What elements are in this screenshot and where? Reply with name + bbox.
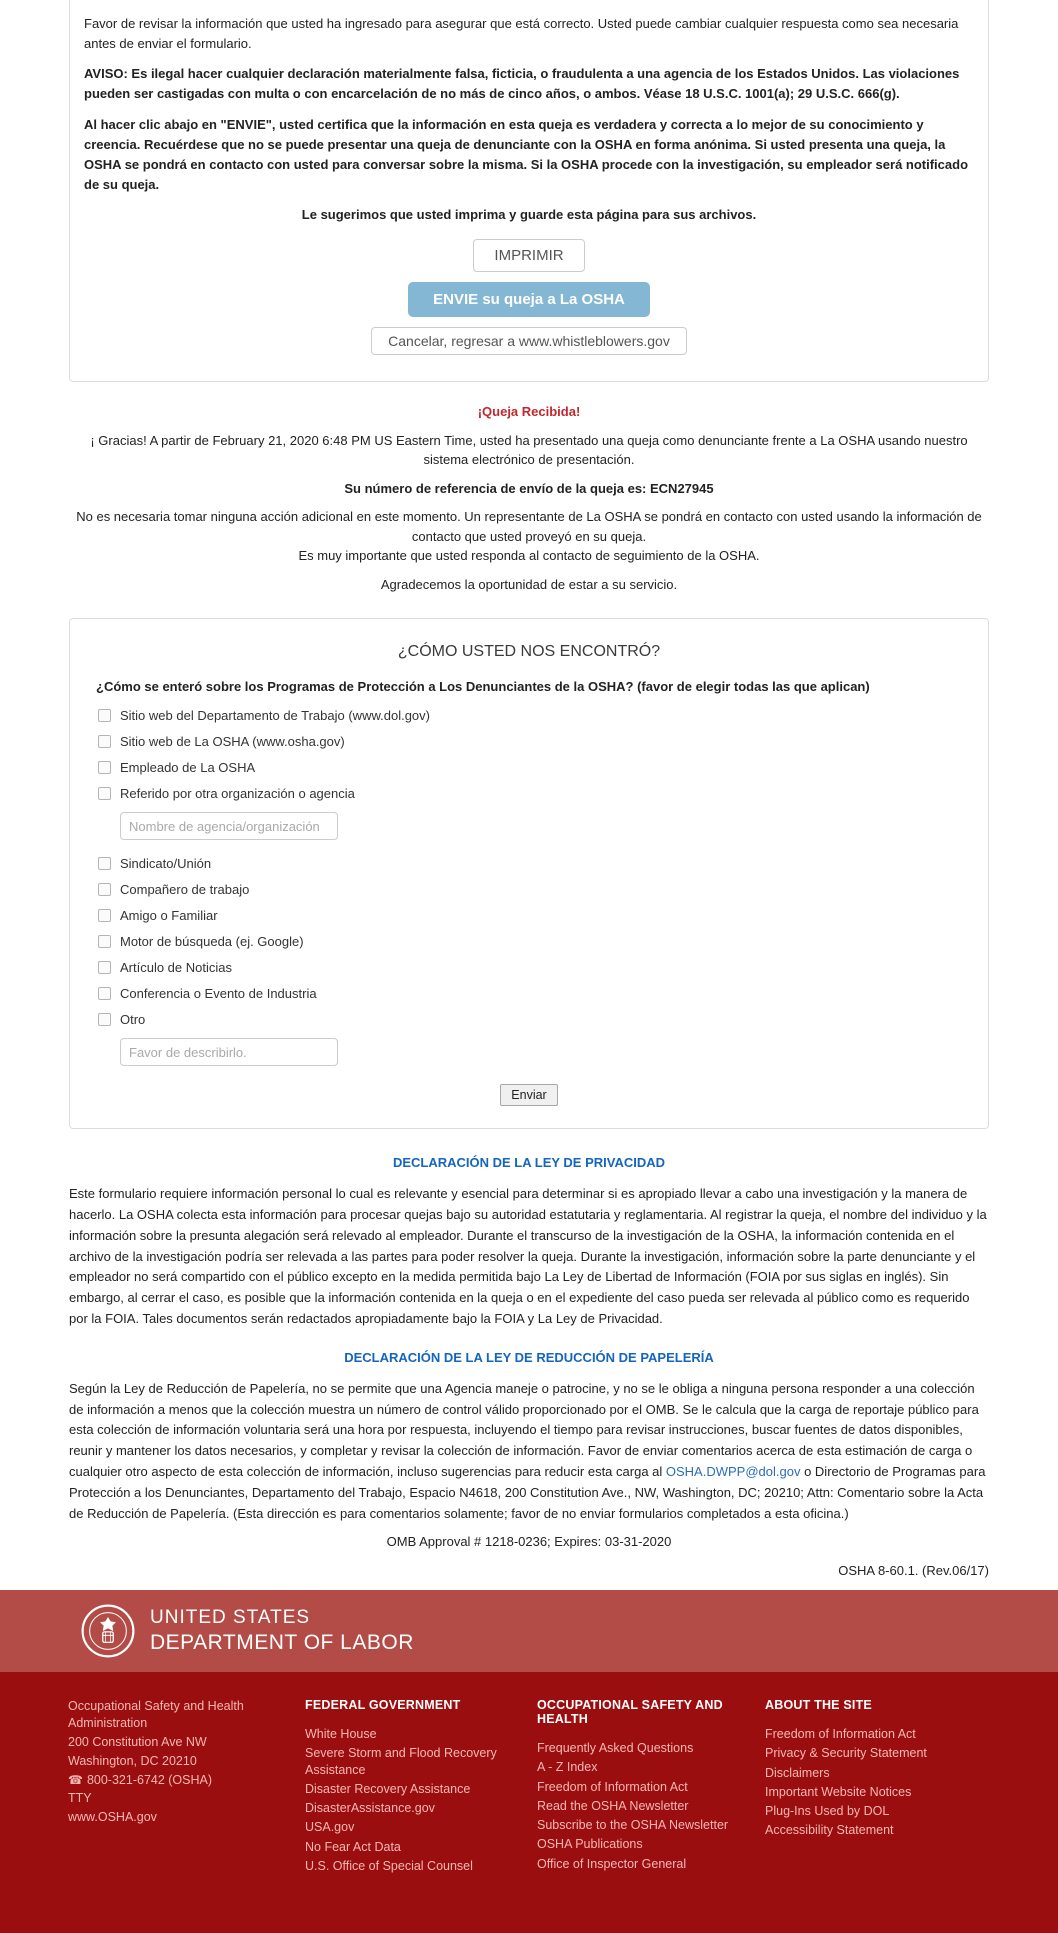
survey-option-other: Otro [96,1012,962,1027]
brand-department-of-labor: DEPARTMENT OF LABOR [150,1630,414,1654]
footer-link-inspector-general[interactable]: Office of Inspector General [537,1856,687,1871]
aviso-warning: AVISO: Es ilegal hacer cualquier declaración materialmente falsa, ficticia, o fraudulenta a una agencia de los Estados Unidos. Las violaciones pueden ser castigadas con multa o con encarcelación de no más de cinco años, o ambos. Véase 18 U.S.C. 1001(a); 29 U.S.C. 666(g). [84,66,960,102]
page-content [69,0,989,1582]
survey-option-conference: Conferencia o Evento de Industria [96,986,962,1001]
footer-link-usa-gov[interactable]: USA.gov [305,1820,355,1835]
confirmation-thanks: ¡ Gracias! A partir de February 21, 2020 6:48 PM US Eastern Time, usted ha presentado una queja como denunciante frente a La OSHA usando nuestro sistema electrónico de presentación. [90,432,968,468]
footer-link-accessibility[interactable]: Accessibility Statement [765,1823,894,1838]
checkbox-friend-family[interactable] [98,909,111,922]
paperwork-act-body: Según la Ley de Reducción de Papelería, no se permite que una Agencia maneje o patrocine, y no se le obliga a ninguna persona responder a una colección de información a menos que la colección muestra un número de control válido proporcionado por el OMB. Se le calcula que la carga de reportaje público para esta colección de información voluntaria será una hora por respuesta, incluyendo el tiempo para revisar instrucciones, buscar fuentes de datos disponibles, reunir y mantener los datos necesarios, y completar y revisar la colección de información. Favor de enviar comentarios acerca de esta estimación de carga o cualquier otro aspecto de esta colección de información, incluso sugerencias para reducir esta carga al OSHA.DWPP@dol.gov o Directorio de Programas para Protección a los Denunciantes, Departamento del Trabajo, Espacio N4618, 200 Constitution Ave., NW, Washington, DC; 20210; Attn: Comentario sobre la Acta de Reducción de Papelería. (Esta dirección es para comentarios solamente; favor de no enviar formularios completados a esta oficina.) [69,1380,986,1521]
footer-link-read-newsletter[interactable]: Read the OSHA Newsletter [537,1798,689,1813]
review-panel [69,0,989,382]
certify-statement: Al hacer clic abajo en "ENVIE", usted certifica que la información en esta queja es verdadera y correcta a lo mejor de su conocimiento y creencia. Recuérdese que no se puede presentar una queja de denunciante con la OSHA en forma anónima. Si usted presenta una queja, la OSHA se pondrá en contacto con usted para conversar sobre la misma. Si la OSHA procede con la investigación, su empleador será notificado de su queja. [84,116,969,192]
submit-complaint-button[interactable]: ENVIE su queja a La OSHA [408,282,650,317]
footer-link-storm-recovery[interactable]: Severe Storm and Flood Recovery Assistance [305,1746,497,1777]
checkbox-other[interactable] [98,1013,111,1026]
survey-question: ¿Cómo se enteró sobre los Programas de Protección a Los Denunciantes de la OSHA? (favor de elegir todas las que aplican) [96,679,870,695]
cancel-button[interactable]: Cancelar, regresar a www.whistleblowers.gov [371,327,687,355]
footer-agency-name: Occupational Safety and Health Administration [68,1699,244,1730]
survey-submit-button[interactable]: Enviar [500,1084,557,1106]
confirmation-section [69,402,989,594]
survey-option-coworker: Compañero de trabajo [96,882,962,897]
survey-option-search-engine: Motor de búsqueda (ej. Google) [96,934,962,949]
footer-link-publications[interactable]: OSHA Publications [537,1837,643,1852]
footer-osha-gov-link[interactable]: www.OSHA.gov [68,1810,157,1825]
checkbox-search-engine[interactable] [98,935,111,948]
checkbox-conference[interactable] [98,987,111,1000]
footer-link-disaster-recovery[interactable]: Disaster Recovery Assistance [305,1781,471,1796]
footer-tty-link[interactable]: TTY [68,1791,92,1806]
checkbox-union[interactable] [98,857,111,870]
survey-title: ¿CÓMO USTED NOS ENCONTRÓ? [397,643,661,661]
checkbox-osha-employee[interactable] [98,761,111,774]
osha-dwpp-email-link[interactable]: OSHA.DWPP@dol.gov [665,1464,801,1480]
footer-link-website-notices[interactable]: Important Website Notices [765,1784,912,1799]
followup-instructions: No es necesaria tomar ninguna acción adicional en este momento. Un representante de La OSHA se pondrá en contacto con usted usando la información de contacto que usted proveyó en su queja. Es muy importante que usted responda al contacto de seguimiento de la OSHA. [76,509,982,564]
omb-approval-line: OMB Approval # 1218-0236; Expires: 03-31-2020 [386,1534,672,1550]
legal-section [69,1155,989,1582]
dol-brand [80,1603,1058,1659]
footer-federal-title: FEDERAL GOVERNMENT [305,1698,461,1713]
survey-option-osha-website: Sitio web de La OSHA (www.osha.gov) [96,734,962,749]
footer-link-disclaimers[interactable]: Disclaimers [765,1765,830,1780]
print-button[interactable]: IMPRIMIR [473,239,584,272]
checkbox-osha-website[interactable] [98,735,111,748]
confirmation-title: ¡Queja Recibida! [477,404,581,420]
dol-seal-icon [80,1603,136,1659]
survey-option-friend-family: Amigo o Familiar [96,908,962,923]
checkbox-referred[interactable] [98,787,111,800]
other-description-input[interactable] [120,1038,338,1066]
footer-about-title: ABOUT THE SITE [765,1698,872,1713]
footer-address-line1: 200 Constitution Ave NW [68,1734,207,1749]
brand-united-states: UNITED STATES [150,1607,311,1629]
footer-link-faq[interactable]: Frequently Asked Questions [537,1741,694,1756]
footer [0,1672,1058,1933]
footer-column-osh [537,1698,765,1877]
checkbox-dol-website[interactable] [98,709,111,722]
dol-brand-text [150,1606,414,1656]
footer-address-line2: Washington, DC 20210 [68,1753,197,1768]
footer-link-privacy-security[interactable]: Privacy & Security Statement [765,1746,927,1761]
review-notice: Favor de revisar la información que usted ha ingresado para asegurar que está correcto. Usted puede cambiar cualquier respuesta como sea necesaria antes de enviar el formulario. [84,16,959,52]
footer-phone-line: ☎ 800-321-6742 (OSHA) [68,1772,213,1787]
dol-banner [0,1590,1058,1672]
footer-link-white-house[interactable]: White House [305,1727,377,1742]
privacy-act-title: DECLARACIÓN DE LA LEY DE PRIVACIDAD [392,1155,666,1171]
footer-link-az-index[interactable]: A - Z Index [537,1760,598,1775]
print-hint: Le sugerimos que usted imprima y guarde esta página para sus archivos. [301,207,757,223]
checkbox-news-article[interactable] [98,961,111,974]
survey-option-dol-website: Sitio web del Departamento de Trabajo (www.dol.gov) [96,708,962,723]
paperwork-act-title: DECLARACIÓN DE LA LEY DE REDUCCIÓN DE PAPELERÍA [344,1349,714,1365]
privacy-act-body: Este formulario requiere información personal lo cual es relevante y esencial para determinar si es apropiado llevar a cabo una investigación y la manera de hacerlo. La OSHA colecta esta información para procesar quejas bajo su autoridad estatutaria y reglamentaria. Al registrar la queja, el nombre del individuo y la información sobre la presunta alegación será relevado al empleador. Durante el transcurso de la investigación de la OSHA, la información contenida en el archivo de la investigación podría ser relevada a las partes para poder resolver la queja. Durante la investigación, información sobre la parte denunciante y el empleador no será compartido con el público excepto en la medida permitida bajo La Ley de Libertad de Información (FOIA por sus siglas en inglés). Sin embargo, al cerrar el caso, es posible que la información contenida en la queja o en el expediente del caso pueda ser relevada al público como es requerido por la FOIA. Tales documentos serán redactados apropiadamente bajo la FOIA y La Ley de Privacidad. [69,1186,987,1327]
survey-panel [69,618,989,1129]
footer-agency-info [68,1698,305,1877]
agency-name-input[interactable] [120,812,338,840]
survey-option-news-article: Artículo de Noticias [96,960,962,975]
footer-link-disasterassistance[interactable]: DisasterAssistance.gov [305,1801,435,1816]
checkbox-coworker[interactable] [98,883,111,896]
reference-number-line: Su número de referencia de envío de la queja es: ECN27945 [344,480,714,496]
footer-column-about [765,1698,988,1877]
footer-link-foia-osh[interactable]: Freedom of Information Act [537,1779,688,1794]
footer-link-no-fear-act[interactable]: No Fear Act Data [305,1839,401,1854]
footer-link-special-counsel[interactable]: U.S. Office of Special Counsel [305,1858,473,1873]
footer-link-subscribe-newsletter[interactable]: Subscribe to the OSHA Newsletter [537,1818,729,1833]
footer-link-plugins[interactable]: Plug-Ins Used by DOL [765,1804,890,1819]
followup-important: Es muy importante que usted responda al contacto de seguimiento de la OSHA. [298,548,760,564]
phone-icon: ☎ [68,1772,83,1787]
footer-link-foia-about[interactable]: Freedom of Information Act [765,1727,916,1742]
footer-osh-title: OCCUPATIONAL SAFETY AND HEALTH [537,1698,723,1727]
survey-option-union: Sindicato/Unión [96,856,962,871]
survey-option-osha-employee: Empleado de La OSHA [96,760,962,775]
form-number: OSHA 8-60.1. (Rev.06/17) [838,1563,989,1579]
footer-column-federal-government [305,1698,537,1877]
action-buttons [84,239,974,355]
confirmation-closing: Agradecemos la oportunidad de estar a su servicio. [380,576,678,592]
survey-option-referred: Referido por otra organización o agencia [96,786,962,801]
